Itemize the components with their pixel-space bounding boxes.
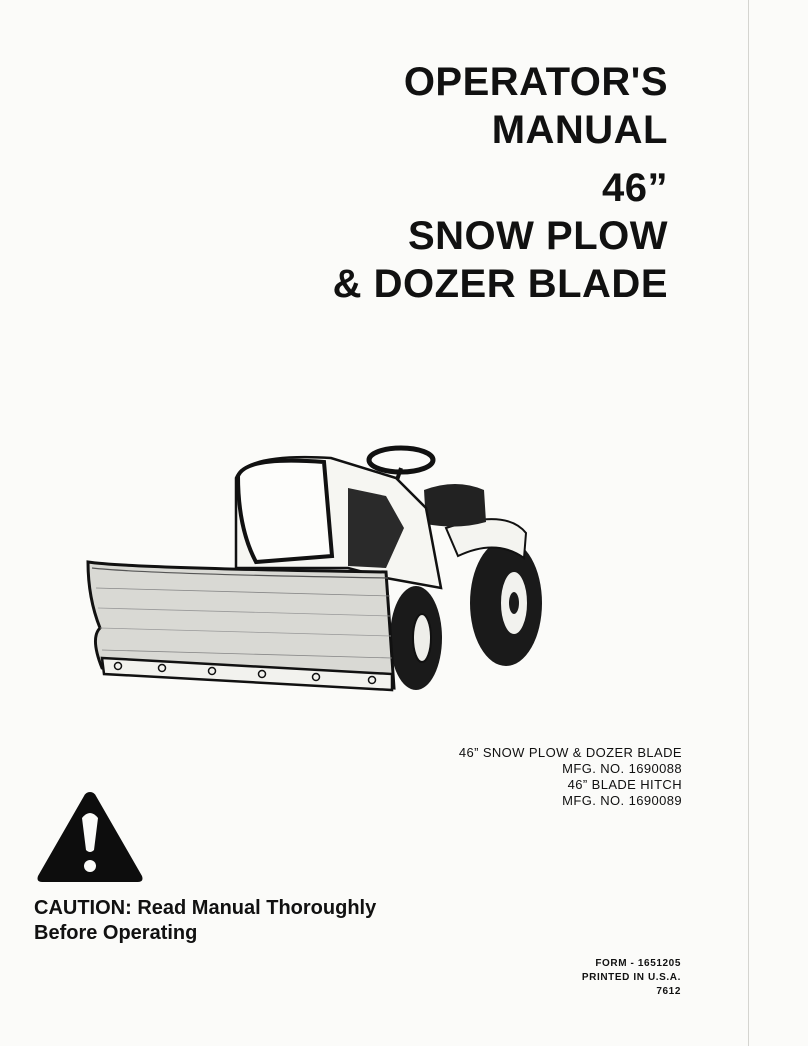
manual-title — [333, 58, 668, 308]
print-code: 7612 — [656, 986, 681, 997]
model-numbers — [459, 745, 682, 809]
form-info — [582, 957, 681, 999]
model-line-2: MFG. NO. 1690088 — [562, 761, 682, 776]
printed-in: PRINTED IN U.S.A. — [581, 972, 681, 983]
form-number: FORM - 1651205 — [595, 958, 681, 969]
title-line-4: SNOW PLOW — [407, 214, 668, 258]
tractor-plow-illustration — [86, 438, 548, 698]
model-line-4: MFG. NO. 1690089 — [562, 793, 682, 808]
title-line-1: OPERATOR'S — [403, 60, 668, 104]
model-line-3: 46” BLADE HITCH — [567, 777, 682, 792]
warning-triangle-icon — [34, 788, 146, 886]
page-edge-line — [748, 0, 749, 1046]
caution-notice — [34, 896, 376, 946]
caution-line-2: Before Operating — [34, 922, 198, 944]
caution-line-1: CAUTION: Read Manual Thoroughly — [34, 897, 377, 919]
title-line-3: 46” — [602, 166, 668, 210]
title-line-5: & DOZER BLADE — [332, 262, 668, 306]
title-line-2: MANUAL — [491, 108, 668, 152]
model-line-1: 46” SNOW PLOW & DOZER BLADE — [458, 745, 682, 760]
